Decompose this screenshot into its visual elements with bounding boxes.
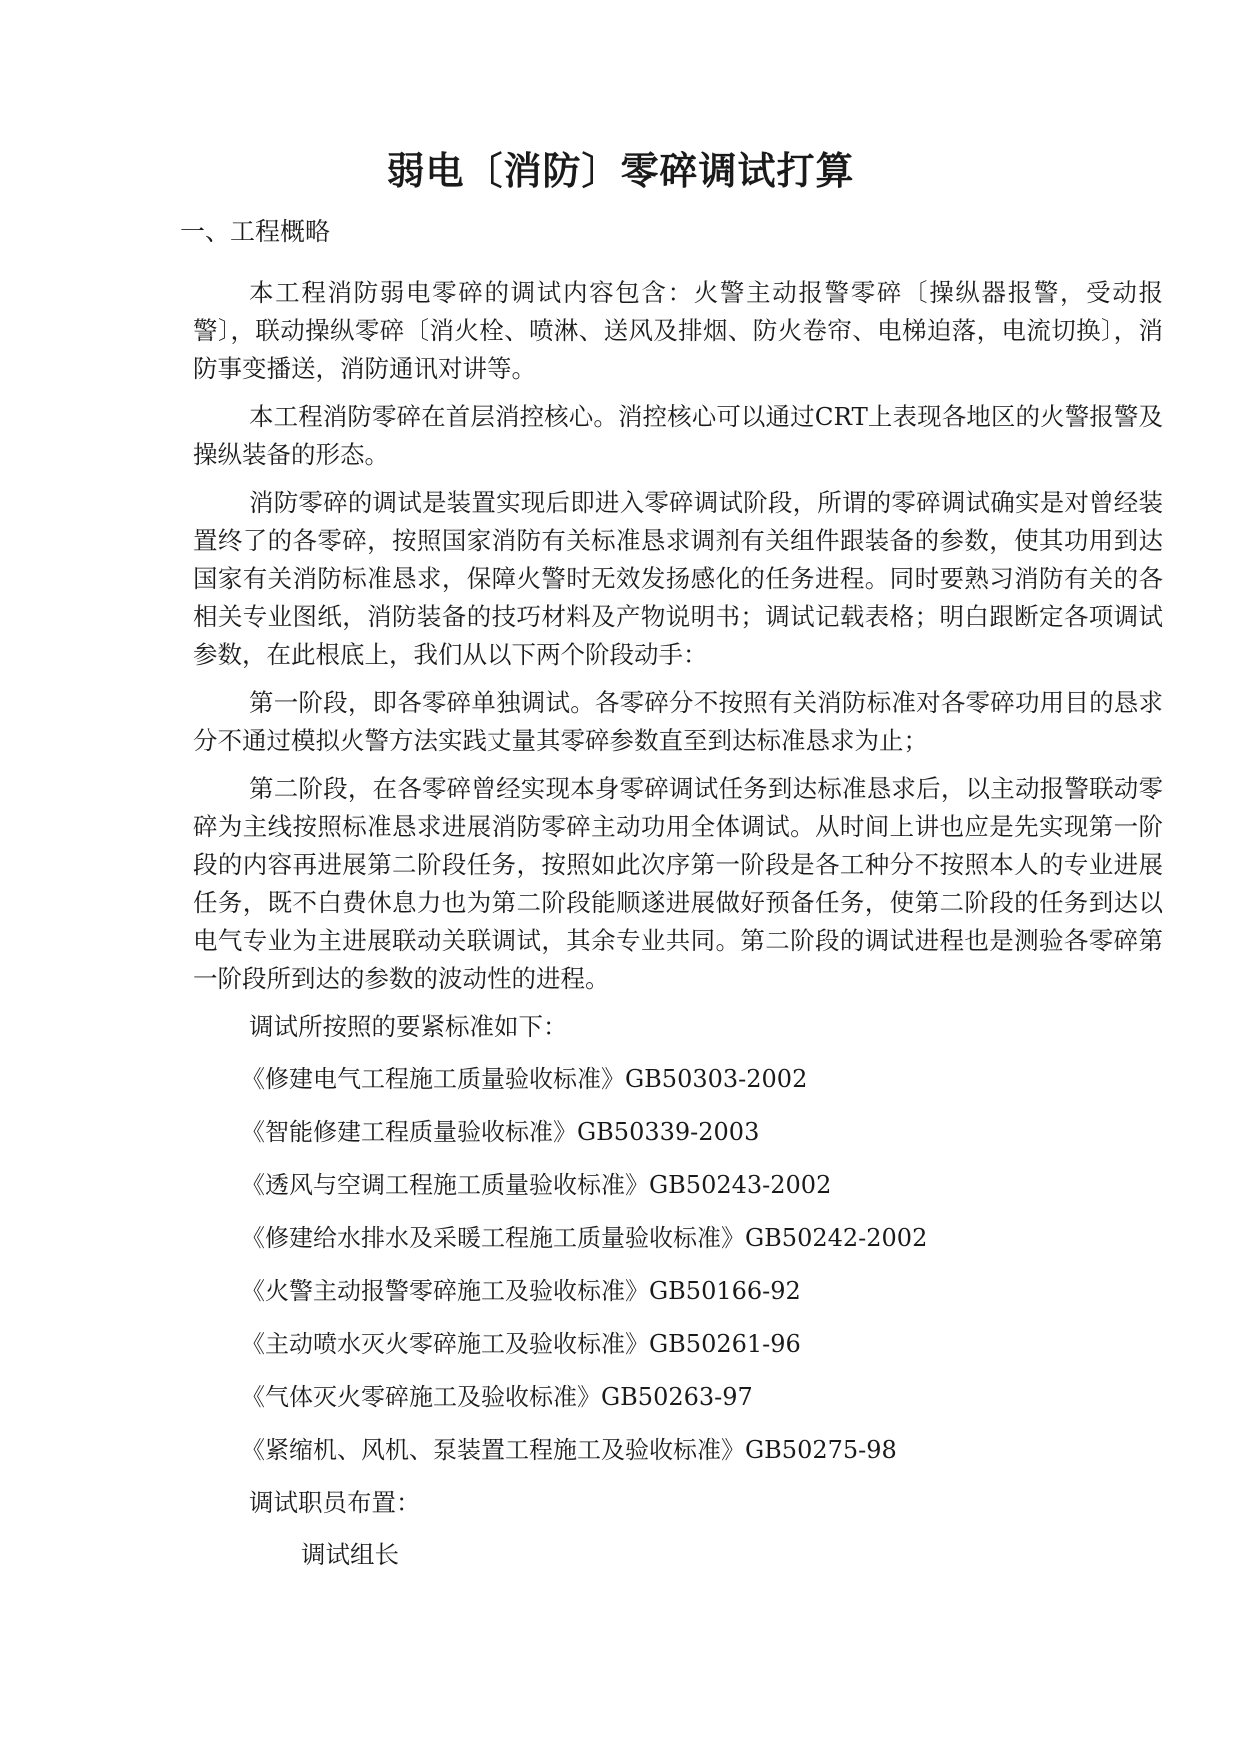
standards-intro: 调试所按照的要紧标准如下：	[249, 1012, 568, 1041]
standard-item: 《紧缩机、风机、泵装置工程施工及验收标准》GB50275-98	[241, 1436, 897, 1464]
paragraph-phase-one: 第一阶段，即各零碎单独调试。各零碎分不按照有关消防标准对各零碎功用目的恳求分不通过模拟火警方法实践丈量其零碎参数直至到达标准恳求为止；	[193, 688, 1163, 755]
standard-item: 《透风与空调工程施工质量验收标准》GB50243-2002	[241, 1171, 832, 1199]
paragraph-phase-two: 第二阶段，在各零碎曾经实现本身零碎调试任务到达标准恳求后，以主动报警联动零碎为主线按照标准恳求进展消防零碎主动功用全体调试。从时间上讲也应是先实现第一阶段的内容再进展第二阶段任务，按照如此次序第一阶段是各工种分不按照本人的专业进展任务，既不白费休息力也为第二阶段能顺遂进展做好预备任务，使第二阶段的任务到达以电气专业为主进展联动关联调试，其余专业共同。第二阶段的调试进程也是测验各零碎第一阶段所到达的参数的波动性的进程。	[193, 774, 1163, 993]
standard-item: 《修建给水排水及采暖工程施工质量验收标准》GB50242-2002	[241, 1224, 928, 1252]
paragraph-debug-overview: 消防零碎的调试是装置实现后即进入零碎调试阶段，所谓的零碎调试确实是对曾经装置终了的各零碎，按照国家消防有关标准恳求调剂有关组件跟装备的参数，使其功用到达国家有关消防标准恳求，保障火警时无效发扬感化的任务进程。同时要熟习消防有关的各相关专业图纸，消防装备的技巧材料及产物说明书；调试记载表格；明白跟断定各项调试参数，在此根底上，我们从以下两个阶段动手：	[193, 488, 1163, 669]
page-title: 弱电〔消防〕零碎调试打算	[386, 148, 855, 194]
standard-item: 《修建电气工程施工质量验收标准》GB50303-2002	[241, 1065, 808, 1093]
staff-heading: 调试职员布置：	[249, 1488, 421, 1517]
standard-item: 《智能修建工程质量验收标准》GB50339-2003	[241, 1118, 760, 1146]
standards-list	[193, 1060, 1163, 1469]
staff-role: 调试组长	[301, 1540, 399, 1569]
paragraph-system-scope: 本工程消防弱电零碎的调试内容包含：火警主动报警零碎〔操纵器报警，受动报警〕，联动操纵零碎〔消火栓、喷淋、送风及排烟、防火卷帘、电梯迫落，电流切换〕，消防事变播送，消防通讯对讲等。	[193, 278, 1163, 383]
paragraph-control-center: 本工程消防零碎在首层消控核心。消控核心可以通过CRT上表现各地区的火警报警及操纵装备的形态。	[193, 402, 1163, 469]
standard-item: 《主动喷水灭火零碎施工及验收标准》GB50261-96	[241, 1330, 801, 1358]
standard-item: 《火警主动报警零碎施工及验收标准》GB50166-92	[241, 1277, 801, 1305]
document-body	[193, 274, 1163, 1574]
section-heading: 一、工程概略	[180, 217, 331, 246]
standard-item: 《气体灭火零碎施工及验收标准》GB50263-97	[241, 1383, 753, 1411]
